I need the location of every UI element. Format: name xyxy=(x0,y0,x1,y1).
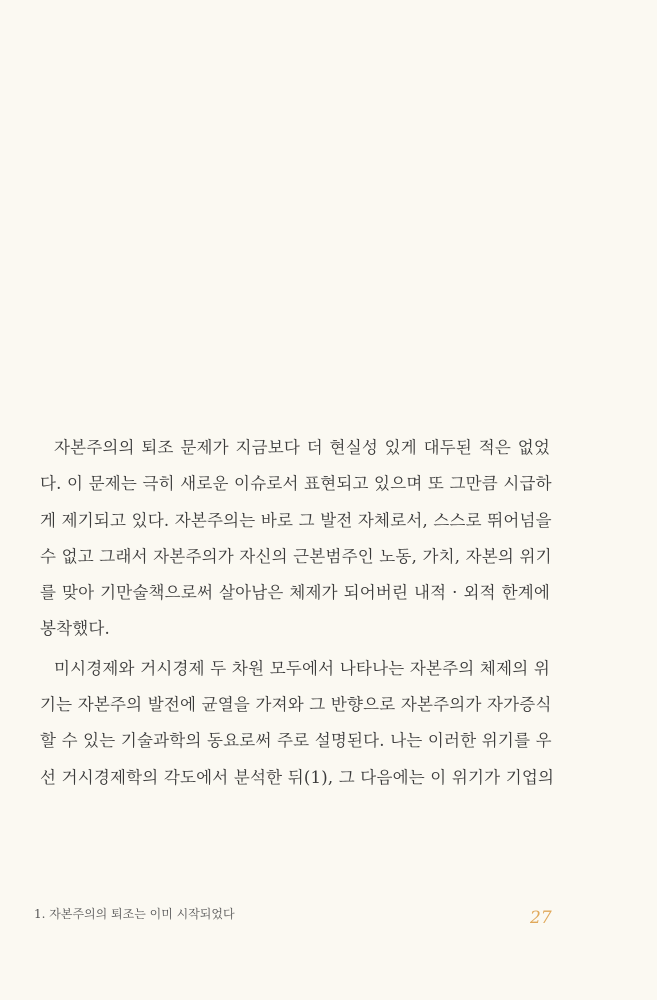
page-number: 27 xyxy=(530,908,552,928)
text-line: 할 수 있는 기술과학의 동요로써 주로 설명된다. 나는 이러한 위기를 우 xyxy=(40,731,552,751)
text-line: 를 맞아 기만술책으로써 살아남은 체제가 되어버린 내적 · 외적 한계에 xyxy=(40,583,550,603)
text-line: 선 거시경제학의 각도에서 분석한 뒤(1), 그 다음에는 이 위기가 기업의 xyxy=(40,767,555,787)
text-line: 기는 자본주의 발전에 균열을 가져와 그 반향으로 자본주의가 자가증식 xyxy=(40,695,552,715)
body-text xyxy=(40,430,555,796)
running-title: 1. 자본주의의 퇴조는 이미 시작되었다 xyxy=(34,907,235,921)
paragraph-1 xyxy=(40,430,550,648)
text-line: 봉착했다. xyxy=(40,619,111,639)
text-line: 다. 이 문제는 극히 새로운 이슈로서 표현되고 있으며 또 그만큼 시급하 xyxy=(40,474,552,494)
paragraph-2 xyxy=(40,651,555,796)
text-line: 수 없고 그래서 자본주의가 자신의 근본범주인 노동, 가치, 자본의 위기 xyxy=(40,546,552,566)
text-line: 게 제기되고 있다. 자본주의는 바로 그 발전 자체로서, 스스로 뛰어넘을 xyxy=(40,510,552,530)
text-line: 미시경제와 거시경제 두 차원 모두에서 나타나는 자본주의 체제의 위 xyxy=(54,658,550,678)
text-line: 자본주의의 퇴조 문제가 지금보다 더 현실성 있게 대두된 적은 없었 xyxy=(54,438,550,457)
